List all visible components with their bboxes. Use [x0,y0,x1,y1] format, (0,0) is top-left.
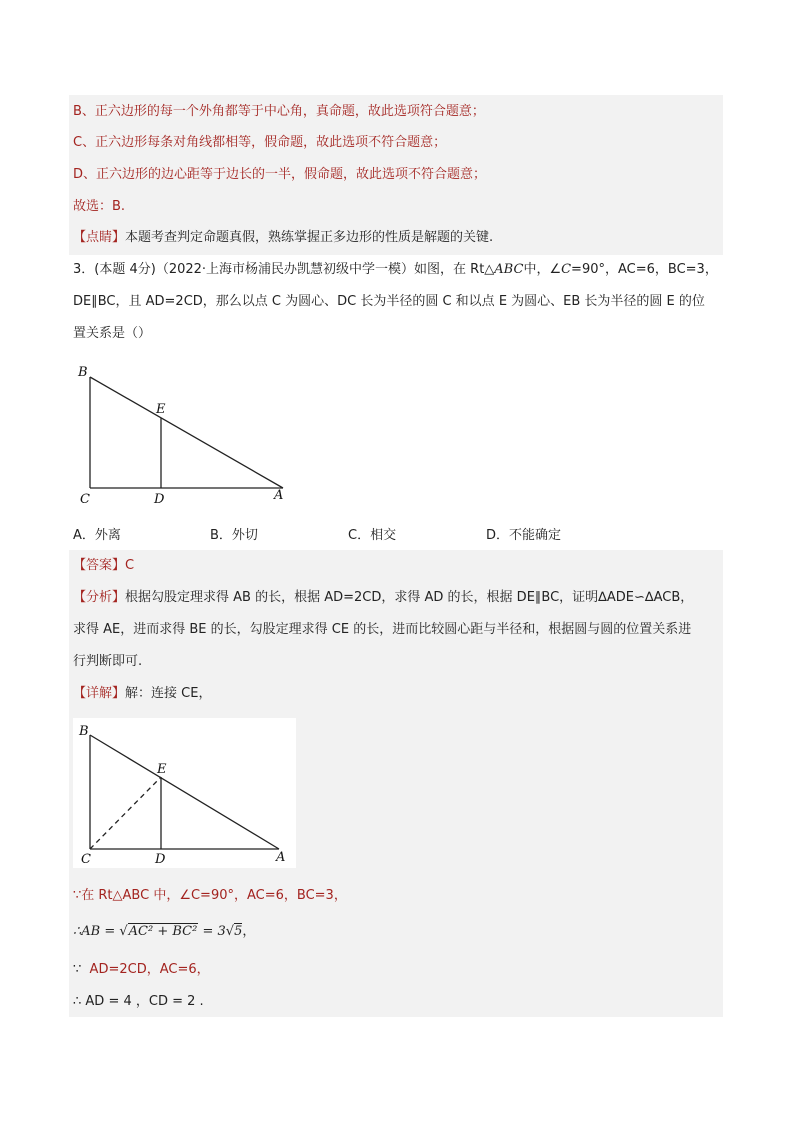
fig2-label-d: D [155,852,166,867]
fig1-label-c: C [80,492,90,507]
option-c: C．相交 [348,528,397,543]
answer-value: C [125,558,135,573]
question-line-3: 置关系是（） [73,326,152,341]
fig2-label-e: E [157,762,167,777]
sqrt-symbol: √ [119,924,128,939]
triangle-figure-1 [70,360,300,510]
because-symbol: ∵ [73,962,82,977]
answer-block [69,550,723,582]
step-1: ∵在 Rt△ABC 中，∠C=90°，AC=6，BC=3， [73,888,347,903]
step-2-lhs: ∴AB = [73,924,120,939]
option-b: B．外切 [210,528,258,543]
analysis-line-2: 求得 AE，进而求得 BE 的长，勾股定理求得 CE 的长，进而比较圆心距与半径和，根据圆与圆的位置关系进 [73,622,692,637]
option-b-explanation: B、正六边形的每一个外角都等于中心角，真命题，故此选项符合题意； [73,104,485,119]
comment-line [73,230,493,246]
question-line-1 [73,262,718,278]
option-d: D．不能确定 [486,528,562,543]
question-line-1-c: C [561,262,572,277]
detail-tag: 【详解】 [73,686,126,701]
step-2-rhs: = 3 [198,924,226,939]
final-choice: 故选：B. [73,199,126,214]
option-c-explanation: C、正六边形每条对角线都相等，假命题，故此选项不符合题意； [73,135,447,150]
step-2-end: ， [242,924,256,939]
fig2-label-a: A [276,850,286,865]
option-a: A．外离 [73,528,121,543]
comment-tag: 【点睛】 [73,230,126,245]
question-line-1-abc: ABC [494,262,524,277]
fig2-label-c: C [81,852,91,867]
sqrt-symbol-2: √ [225,924,235,939]
analysis-line-3: 行判断即可. [73,654,143,669]
fig1-label-b: B [78,365,88,380]
answer-line [73,558,134,574]
analysis-line-1 [73,590,693,606]
analysis-tag: 【分析】 [73,590,126,605]
step-2-root: 5 [234,924,243,939]
fig2-label-b: B [79,724,89,739]
question-line-1-pre: 3．(本题 4分)（2022·上海市杨浦民办凯慧初级中学一模）如图，在 Rt△ [73,262,495,277]
analysis-text-1: 根据勾股定理求得 AB 的长，根据 AD=2CD，求得 AD 的长，根据 DE∥BC，证明∆ADE∽∆ACB， [125,590,694,605]
answer-tag: 【答案】 [73,558,126,573]
option-d-explanation: D、正六边形的边心距等于边长的一半，假命题，故此选项不符合题意； [73,167,487,182]
step-2 [73,924,255,940]
fig1-label-e: E [156,402,166,417]
question-line-1-rest: =90°，AC=6，BC=3， [571,262,718,277]
detail-line [73,686,211,702]
question-line-2: DE∥BC，且 AD=2CD，那么以点 C 为圆心、DC 长为半径的圆 C 和以点 E 为圆心、EB 长为半径的圆 E 的位 [73,294,705,309]
step-3 [73,962,210,978]
question-line-1-mid: 中，∠ [523,262,562,277]
step-2-radicand: AC² + BC² [128,924,198,939]
fig1-label-a: A [274,488,284,503]
step-4: ∴ AD = 4 ，CD = 2 . [73,994,204,1009]
step-3-text: AD=2CD，AC=6， [89,962,210,977]
fig1-label-d: D [154,492,165,507]
comment-text: 本题考查判定命题真假，熟练掌握正多边形的性质是解题的关键. [125,230,494,245]
triangle-figure-2 [73,718,296,868]
detail-text: 解：连接 CE， [125,686,212,701]
